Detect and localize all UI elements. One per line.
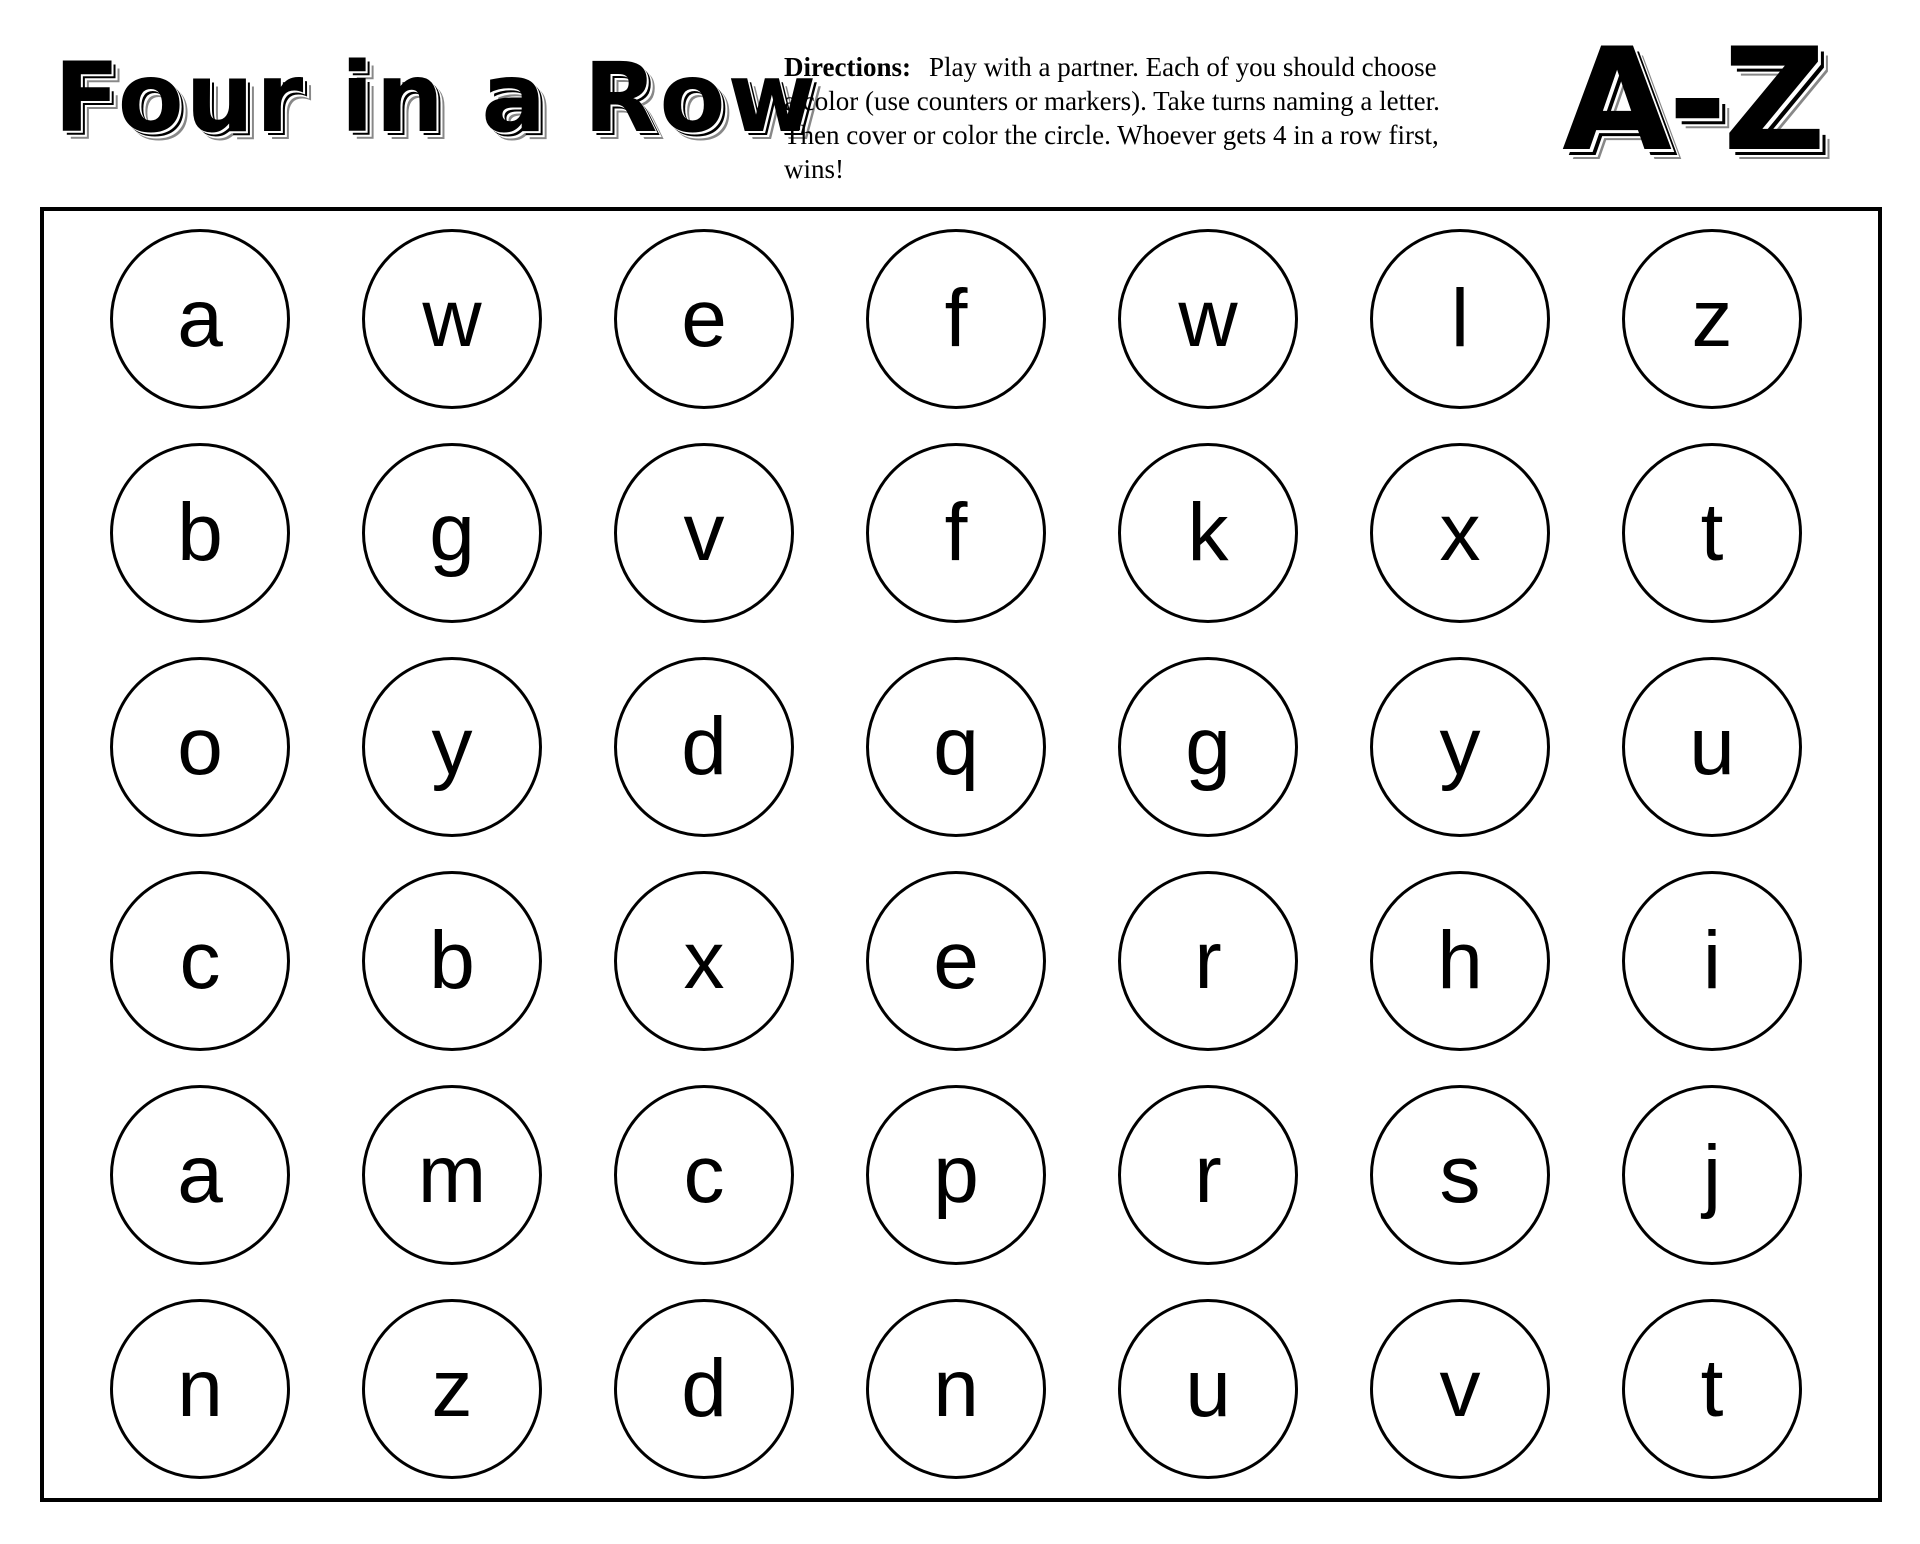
letter-circle[interactable] [362,1299,542,1479]
letter-circle[interactable] [110,1085,290,1265]
letter-circle[interactable] [1118,1299,1298,1479]
letter-circle-label: t [1700,1343,1724,1434]
letter-circle-label: k [1187,487,1229,578]
letter-circle[interactable] [1118,229,1298,409]
letter-circle-label: x [1439,487,1481,578]
letter-circle[interactable] [1370,1299,1550,1479]
letter-circle-label: x [683,915,725,1006]
letter-circle-label: e [933,915,979,1006]
letter-circle[interactable] [362,443,542,623]
letter-circle-label: v [1439,1343,1481,1434]
letter-circle-label: a [177,273,223,364]
letter-circle-label: u [1689,701,1735,792]
letter-circle-label: f [944,273,968,364]
letter-circle[interactable] [362,871,542,1051]
letter-circle-label: h [1437,915,1483,1006]
letter-circle-label: s [1439,1129,1481,1220]
letter-circle[interactable] [110,871,290,1051]
letter-circle[interactable] [1370,229,1550,409]
letter-circle[interactable] [1622,871,1802,1051]
letter-circle-label: g [1185,701,1231,792]
letter-circle-label: b [429,915,475,1006]
letter-circle[interactable] [110,443,290,623]
letter-circle[interactable] [1622,1085,1802,1265]
letter-circle[interactable] [1118,443,1298,623]
letter-circle-label: m [417,1129,487,1220]
letter-circle[interactable] [110,1299,290,1479]
letter-circle[interactable] [614,229,794,409]
letter-circle-label: r [1194,1129,1222,1220]
worksheet-title: Four in a Row [54,42,819,154]
letter-circle[interactable] [866,1299,1046,1479]
letter-circle-label: l [1450,273,1470,364]
letter-circle[interactable] [614,657,794,837]
letter-circle-label: q [933,701,979,792]
letter-grid [110,229,1802,1479]
letter-circle-label: d [681,701,727,792]
letter-circle-label: g [429,487,475,578]
letter-circle-label: y [1439,701,1481,792]
letter-circle[interactable] [1118,657,1298,837]
letter-circle-label: c [683,1129,725,1220]
letter-circle[interactable] [866,1085,1046,1265]
letter-circle-label: z [431,1343,473,1434]
letter-circle[interactable] [1118,871,1298,1051]
letter-circle[interactable] [866,443,1046,623]
letter-circle-label: z [1691,273,1733,364]
letter-circle-label: d [681,1343,727,1434]
letter-circle-label: a [177,1129,223,1220]
letter-circle[interactable] [614,1299,794,1479]
letter-circle-label: i [1702,915,1722,1006]
letter-circle[interactable] [614,1085,794,1265]
letter-circle-label: n [933,1343,979,1434]
letter-circle-label: y [431,701,473,792]
letter-circle[interactable] [110,657,290,837]
directions-block [784,50,1444,186]
letter-circle[interactable] [362,657,542,837]
letter-circle[interactable] [1622,1299,1802,1479]
letter-circle-label: o [177,701,223,792]
letter-circle[interactable] [866,229,1046,409]
letter-circle[interactable] [110,229,290,409]
letter-circle[interactable] [362,1085,542,1265]
letter-circle[interactable] [1370,443,1550,623]
letter-circle[interactable] [1622,657,1802,837]
letter-circle-label: n [177,1343,223,1434]
letter-circle[interactable] [866,657,1046,837]
letter-circle-label: e [681,273,727,364]
letter-circle[interactable] [1118,1085,1298,1265]
letter-circle-label: c [179,915,221,1006]
letter-circle[interactable] [866,871,1046,1051]
alphabet-range-label: A-Z [1562,18,1822,183]
letter-circle[interactable] [614,443,794,623]
letter-circle-label: v [683,487,725,578]
letter-circle[interactable] [1622,443,1802,623]
letter-circle[interactable] [1622,229,1802,409]
letter-circle[interactable] [1370,871,1550,1051]
letter-circle-label: w [422,273,482,364]
letter-circle-label: t [1700,487,1724,578]
letter-circle-label: r [1194,915,1222,1006]
letter-circle-label: b [177,487,223,578]
letter-circle-label: p [933,1129,979,1220]
letter-circle[interactable] [1370,657,1550,837]
letter-circle-label: f [944,487,968,578]
letter-circle-label: u [1185,1343,1231,1434]
directions-label: Directions: [784,52,911,82]
letter-circle-label: j [1702,1129,1722,1220]
letter-circle[interactable] [614,871,794,1051]
game-board [40,207,1882,1502]
letter-circle[interactable] [1370,1085,1550,1265]
letter-circle-label: w [1178,273,1238,364]
directions-text: Play with a partner. Each of you should choose a color (use counters or markers). Take turns naming a letter. Then cover or color the circle. Whoever gets 4 in a row first, wins! [784,52,1440,184]
letter-circle[interactable] [362,229,542,409]
